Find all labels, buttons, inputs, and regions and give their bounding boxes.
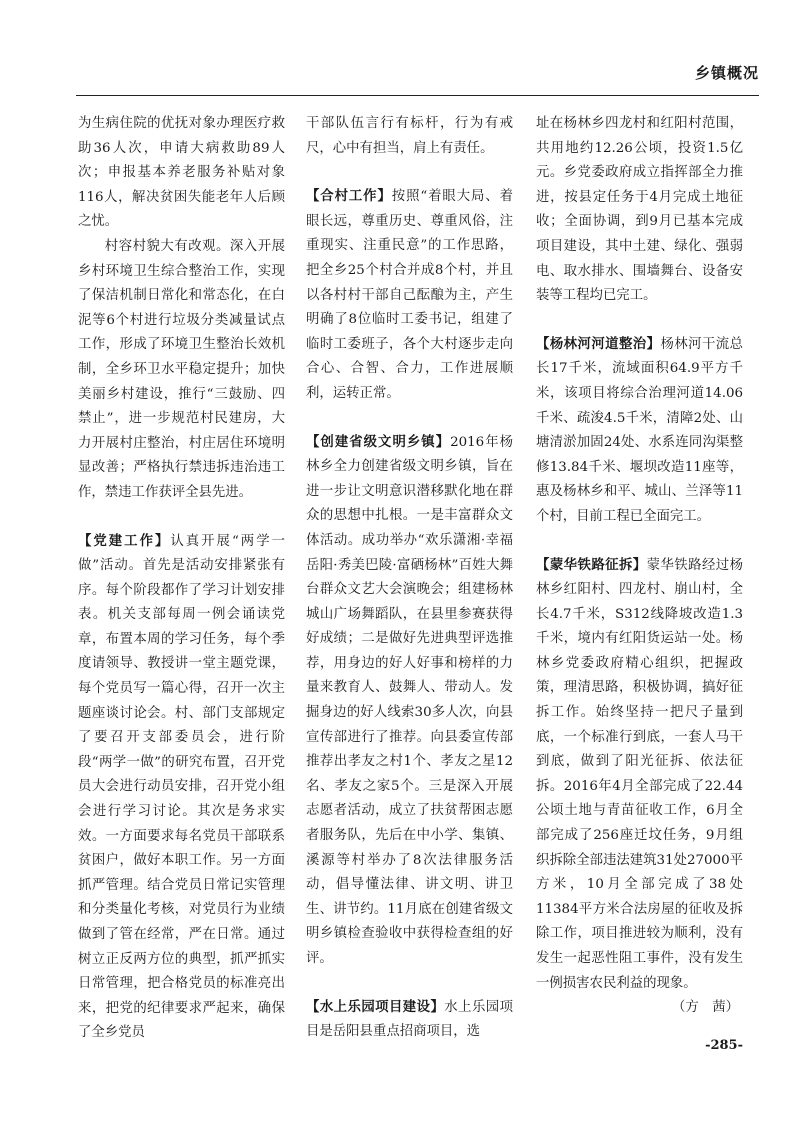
page-header-title: 乡镇概况: [694, 64, 759, 82]
section-heading: 【蒙华铁路征拆】: [536, 557, 647, 573]
page-number: -285-: [705, 1038, 743, 1053]
paragraph: 为生病住院的优抚对象办理医疗救助36人次，申请大病救助89人次；申报基本养老服务补贴对象116人，解决贫困失能老年人后顾之忧。: [78, 116, 285, 230]
section-text: 杨林河干流总长17千米，流域面积64.9平方千米，该项目将综合治理河道14.06千米、疏浚4.5千米，清障2处、山塘清淤加固24处、水系连同沟渠整修13.84千米、堰坝改造11座等，惠及杨林乡和平、城山、兰泽等11个村，目前工程已全面完工。: [536, 336, 744, 524]
section-gap: [536, 309, 743, 333]
paragraph: 干部队伍言行有标杆，行为有戒尺，心中有担当，肩上有责任。: [306, 116, 513, 156]
section-gap: [306, 161, 513, 185]
section-heading: 【合村工作】: [306, 189, 392, 205]
section-text: 蒙华铁路经过杨林乡红阳村、四龙村、崩山村，全长4.7千米，S312线降坡改造1.3千米，境内有红阳货运站一处。杨林乡党委政府精心组织，把握政策，理清思路，积极协调，搞好征拆工作。始终坚持一把尺子量到底，一个标准行到底，一套人马干到底，做到了阳光征拆、依法征拆。2016年4月全部完成了22.44公顷土地与青苗征收工作，6月全部完成了256座迁坟任务，9月组织拆除全部违法建筑31处27000平方米，10月全部完成了38处11384平方米合法房屋的征收及拆除工作，项目推进较为顺利，没有发生一起恶性阻工事件，没有发生一例损害农民利益的现象。: [536, 557, 744, 991]
section-party-building: [78, 530, 285, 1046]
paragraph: 村容村貌大有改观。深入开展乡村环境卫生综合整治工作，实现了保洁机制日常化和常态化，在白泥等6个村进行垃圾分类减量试点工作，形成了环境卫生整治长效机制，全乡环卫水平稳定提升；加快美丽乡村建设，推行“三鼓励、四禁止”，进一步规范村民建房，大力开展村庄整治，村庄居住环境明显改善；严格执行禁违拆违治违工作，禁违工作获评全县先进。: [78, 238, 285, 500]
section-text: 水上乐园项目是岳阳县重点招商项目，选: [306, 999, 514, 1040]
section-railway-acquisition: [536, 554, 743, 997]
author-credit: （方 茜）: [672, 1000, 739, 1016]
section-gap: [78, 506, 285, 530]
column-2: [306, 112, 514, 1040]
section-heading: 【杨林河河道整治】: [536, 336, 661, 352]
section-gap: [536, 530, 743, 554]
section-gap: [306, 407, 513, 431]
section-text: 2016年杨林乡全力创建省级文明乡镇，旨在进一步让文明意识潜移默化地在群众的思想中扎根。一是丰富群众文体活动。成功举办“欢乐潇湘·幸福岳阳·秀美巴陵·富硒杨林”百姓大舞台群众文艺大会演晚会；组建杨林城山广场舞蹈队，在县里参赛获得好成绩；二是做好先进典型评选推荐，用身边的好人好事和榜样的力量来教育人、鼓舞人、带动人。发掘身边的好人线索30多人次，向县宣传部进行了推荐。向县委宣传部推荐出孝友之村1个、孝友之星12名、孝友之家5个。三是深入开展志愿者活动，成立了扶贫帮困志愿者服务队，先后在中小学、集镇、溪源等村举办了8次法律服务活动，倡导懂法律、讲文明、讲卫生、讲节约。11月底在创建省级文明乡镇检查验收中获得检查组的好评。: [306, 434, 514, 966]
section-heading: 【创建省级文明乡镇】: [306, 434, 451, 450]
section-text: 认真开展“两学一做”活动。首先是活动安排紧张有序。每个阶段都作了学习计划安排表。机关支部每周一例会诵读党章，布置本周的学习任务，每个季度请领导、教授讲一堂主题党课，每个党员写一篇心得，召开一次主题座谈讨论会。村、部门支部规定了要召开支部委员会，进行阶段“两学一做”的研究布置，召开党员大会进行动员安排，召开党小组会进行学习讨论。其次是务求实效。一方面要求每名党员干部联系贫困户，做好本职工作。另一方面抓严管理。结合党员日常记实管理和分类量化考核，对党员行为业绩做到了管在经常，严在日常。通过树立正反两方位的典型，抓严抓实日常管理，把合格党员的标准亮出来，把党的纪律要求严起来，确保了全乡党员: [78, 533, 285, 1041]
section-gap: [306, 972, 513, 996]
paragraph: 址在杨林乡四龙村和红阳村范围，共用地约12.26公顷，投资1.5亿元。乡党委政府成立指挥部全力推进，按县定任务于4月完成土地征收；全面协调，到9月已基本完成项目建设，其中土建、绿化、强弱电、取水排水、围墙舞台、设备安装等工程均已完工。: [536, 116, 743, 304]
section-water-park: [306, 996, 513, 1045]
section-text: 按照“着眼大局、着眼长远，尊重历史、尊重风俗，注重现实、注重民意”的工作思路，把全乡25个村合并成8个村，并且以各村村干部自己酝酿为主，产生明确了8位临时工委书记，组建了临时工委班子，各个大村逐步走向合心、合智、合力，工作进展顺利，运转正常。: [306, 189, 513, 401]
section-civilized-town: [306, 431, 513, 972]
column-3: [536, 112, 743, 1032]
section-village-merge: [306, 185, 513, 406]
column-1: [78, 112, 285, 1041]
section-river-regulation: [536, 333, 743, 530]
section-heading: 【水上乐园项目建设】: [306, 999, 445, 1015]
section-heading: 【党建工作】: [78, 533, 171, 549]
header-rule: [76, 95, 759, 96]
